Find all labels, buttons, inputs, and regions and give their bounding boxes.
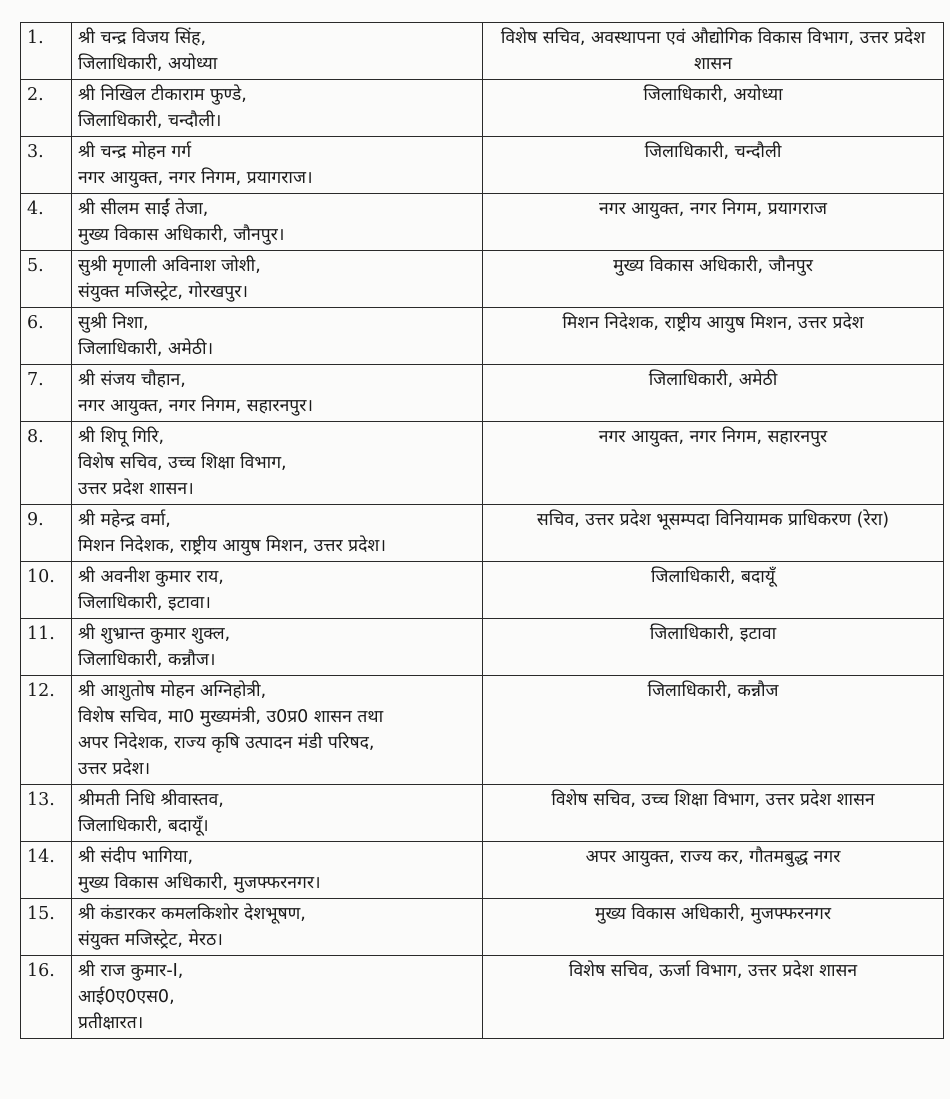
officer-line: संयुक्त मजिस्ट्रेट, मेरठ। — [78, 930, 223, 950]
officer-line: विशेष सचिव, उच्च शिक्षा विभाग, — [78, 453, 287, 473]
table-row — [21, 365, 944, 422]
serial-number: 7. — [21, 365, 72, 422]
table-row — [21, 956, 944, 1039]
serial-number: 4. — [21, 194, 72, 251]
officer-line: अपर निदेशक, राज्य कृषि उत्पादन मंडी परिषद, — [78, 733, 375, 753]
serial-number: 10. — [21, 562, 72, 619]
new-posting: जिलाधिकारी, अमेठी — [483, 365, 944, 422]
serial-number: 8. — [21, 422, 72, 505]
new-posting: मिशन निदेशक, राष्ट्रीय आयुष मिशन, उत्तर प्रदेश — [483, 308, 944, 365]
table-row — [21, 251, 944, 308]
table-row — [21, 785, 944, 842]
officer-current-posting — [72, 842, 483, 899]
officer-current-posting — [72, 619, 483, 676]
serial-number: 14. — [21, 842, 72, 899]
officer-line: जिलाधिकारी, अयोध्या — [78, 54, 218, 74]
table-row — [21, 23, 944, 80]
new-posting: नगर आयुक्त, नगर निगम, प्रयागराज — [483, 194, 944, 251]
officer-current-posting — [72, 956, 483, 1039]
serial-number: 12. — [21, 676, 72, 785]
officer-line: श्री चन्द्र विजय सिंह, — [78, 28, 207, 48]
officer-line: जिलाधिकारी, कन्नौज। — [78, 650, 216, 670]
table-body — [21, 23, 944, 1039]
new-posting: जिलाधिकारी, इटावा — [483, 619, 944, 676]
officer-line: आई0ए0एस0, — [78, 987, 175, 1007]
officer-line: मिशन निदेशक, राष्ट्रीय आयुष मिशन, उत्तर प्रदेश। — [78, 536, 386, 556]
serial-number: 6. — [21, 308, 72, 365]
officer-line: श्री सीलम साईं तेजा, — [78, 199, 209, 219]
serial-number: 11. — [21, 619, 72, 676]
new-posting: जिलाधिकारी, चन्दौली — [483, 137, 944, 194]
serial-number: 1. — [21, 23, 72, 80]
table-row — [21, 899, 944, 956]
officer-line: नगर आयुक्त, नगर निगम, प्रयागराज। — [78, 168, 313, 188]
new-posting: अपर आयुक्त, राज्य कर, गौतमबुद्ध नगर — [483, 842, 944, 899]
table-row — [21, 308, 944, 365]
officer-line: विशेष सचिव, मा0 मुख्यमंत्री, उ0प्र0 शासन तथा — [78, 707, 384, 727]
officer-current-posting — [72, 562, 483, 619]
officer-line: मुख्य विकास अधिकारी, मुजफ्फरनगर। — [78, 873, 321, 893]
table-row — [21, 842, 944, 899]
officer-line: श्री संदीप भागिया, — [78, 847, 194, 867]
officer-line: उत्तर प्रदेश। — [78, 759, 151, 779]
officer-current-posting — [72, 23, 483, 80]
officer-line: श्री महेन्द्र वर्मा, — [78, 510, 171, 530]
table-row — [21, 619, 944, 676]
table-row — [21, 137, 944, 194]
officer-current-posting — [72, 251, 483, 308]
new-posting: जिलाधिकारी, कन्नौज — [483, 676, 944, 785]
officer-line: श्री शिपू गिरि, — [78, 427, 165, 447]
officer-current-posting — [72, 194, 483, 251]
officer-current-posting — [72, 422, 483, 505]
table-row — [21, 194, 944, 251]
officer-line: जिलाधिकारी, अमेठी। — [78, 339, 214, 359]
serial-number: 15. — [21, 899, 72, 956]
serial-number: 2. — [21, 80, 72, 137]
officer-line: नगर आयुक्त, नगर निगम, सहारनपुर। — [78, 396, 314, 416]
officer-line: श्रीमती निधि श्रीवास्तव, — [78, 790, 224, 810]
table-row — [21, 562, 944, 619]
transfer-posting-table — [20, 22, 944, 1039]
new-posting: विशेष सचिव, ऊर्जा विभाग, उत्तर प्रदेश शासन — [483, 956, 944, 1039]
officer-line: जिलाधिकारी, चन्दौली। — [78, 111, 222, 131]
new-posting: मुख्य विकास अधिकारी, जौनपुर — [483, 251, 944, 308]
officer-line: संयुक्त मजिस्ट्रेट, गोरखपुर। — [78, 282, 249, 302]
table-row — [21, 422, 944, 505]
new-posting: जिलाधिकारी, बदायूँ — [483, 562, 944, 619]
serial-number: 5. — [21, 251, 72, 308]
officer-line: जिलाधिकारी, इटावा। — [78, 593, 211, 613]
officer-line: जिलाधिकारी, बदायूँ। — [78, 816, 209, 836]
officer-current-posting — [72, 308, 483, 365]
serial-number: 3. — [21, 137, 72, 194]
new-posting: सचिव, उत्तर प्रदेश भूसम्पदा विनियामक प्राधिकरण (रेरा) — [483, 505, 944, 562]
new-posting: विशेष सचिव, उच्च शिक्षा विभाग, उत्तर प्रदेश शासन — [483, 785, 944, 842]
officer-line: श्री संजय चौहान, — [78, 370, 186, 390]
officer-current-posting — [72, 505, 483, 562]
officer-current-posting — [72, 785, 483, 842]
officer-line: प्रतीक्षारत। — [78, 1013, 144, 1033]
officer-line: श्री अवनीश कुमार राय, — [78, 567, 224, 587]
officer-current-posting — [72, 137, 483, 194]
table-row — [21, 80, 944, 137]
serial-number: 9. — [21, 505, 72, 562]
new-posting: जिलाधिकारी, अयोध्या — [483, 80, 944, 137]
officer-line: श्री कंडारकर कमलकिशोर देशभूषण, — [78, 904, 306, 924]
officer-line: श्री निखिल टीकाराम फुण्डे, — [78, 85, 247, 105]
officer-current-posting — [72, 365, 483, 422]
officer-line: सुश्री निशा, — [78, 313, 149, 333]
new-posting: नगर आयुक्त, नगर निगम, सहारनपुर — [483, 422, 944, 505]
serial-number: 13. — [21, 785, 72, 842]
table-row — [21, 505, 944, 562]
officer-line: श्री शुभ्रान्त कुमार शुक्ल, — [78, 624, 231, 644]
officer-current-posting — [72, 80, 483, 137]
table-row — [21, 676, 944, 785]
new-posting: मुख्य विकास अधिकारी, मुजफ्फरनगर — [483, 899, 944, 956]
officer-line: सुश्री मृणाली अविनाश जोशी, — [78, 256, 261, 276]
new-posting: विशेष सचिव, अवस्थापना एवं औद्योगिक विकास विभाग, उत्तर प्रदेश शासन — [483, 23, 944, 80]
officer-line: मुख्य विकास अधिकारी, जौनपुर। — [78, 225, 285, 245]
officer-current-posting — [72, 899, 483, 956]
officer-line: श्री चन्द्र मोहन गर्ग — [78, 142, 192, 162]
officer-line: श्री आशुतोष मोहन अग्निहोत्री, — [78, 681, 267, 701]
officer-line: उत्तर प्रदेश शासन। — [78, 479, 194, 499]
officer-line: श्री राज कुमार-I, — [78, 961, 184, 981]
serial-number: 16. — [21, 956, 72, 1039]
officer-current-posting — [72, 676, 483, 785]
